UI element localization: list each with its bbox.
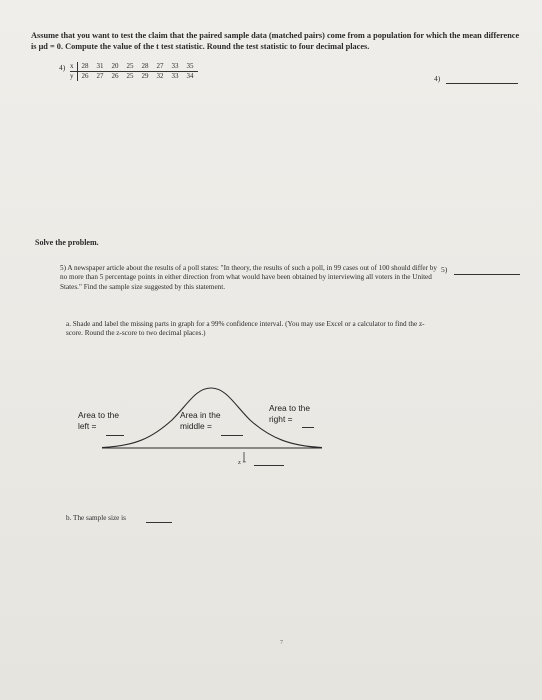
middle-area-blank[interactable] xyxy=(221,435,243,436)
y-label: y xyxy=(70,72,77,82)
middle-area-label xyxy=(180,410,221,432)
y-value-cell: 34 xyxy=(186,72,194,80)
left-area-blank[interactable] xyxy=(106,435,124,436)
y-value-cell: 26 xyxy=(111,72,119,80)
answer-4-label: 4) xyxy=(434,74,441,83)
x-value-cell: 20 xyxy=(108,62,123,72)
x-value-cell: 33 xyxy=(168,62,183,72)
sample-size-blank[interactable] xyxy=(146,522,172,523)
left-area-line1: Area to the xyxy=(78,410,119,420)
right-area-blank[interactable] xyxy=(302,427,314,428)
y-value-cell: 33 xyxy=(171,72,179,80)
middle-area-line1: Area in the xyxy=(180,410,221,420)
right-area-label xyxy=(269,403,310,425)
left-area-line2: left = xyxy=(78,421,97,431)
y-value-cell: 29 xyxy=(141,72,149,80)
z-label: z = xyxy=(238,459,247,466)
question-4-number: 4) xyxy=(59,63,66,72)
right-area-line1: Area to the xyxy=(269,403,310,413)
y-value-cell: 25 xyxy=(126,72,134,80)
x-value-cell: 31 xyxy=(93,62,108,72)
y-value-cell: 26 xyxy=(81,72,89,80)
middle-area-line2: middle = xyxy=(180,421,212,431)
x-label: x xyxy=(70,62,77,72)
right-area-line2: right = xyxy=(269,414,293,424)
question-4-prompt: Assume that you want to test the claim that the paired sample data (matched pairs) come from a population for which the mean difference is μd = 0. Compute the value of the t test statistic. Round the test statistic to four decimal places. xyxy=(31,31,520,51)
y-value-cell: 32 xyxy=(156,72,164,80)
x-value-cell: 25 xyxy=(123,62,138,72)
question-5-prompt: 5) A newspaper article about the results of a poll states: "In theory, the results of such a poll, in 99 cases out of 100 should differ by no more than 5 percentage points in either direction from what would have been obtained by interviewing all voters in the United States." Find the sample size suggested by this statement. xyxy=(60,264,437,291)
part-a-instructions: a. Shade and label the missing parts in graph for a 99% confidence interval. (You may use Excel or a calculator to find the z-score. Round the z-score to two decimal places.) xyxy=(66,320,425,338)
left-area-label xyxy=(78,410,119,432)
x-value-cell: 28 xyxy=(138,62,153,72)
x-value-cell: 27 xyxy=(153,62,168,72)
x-value-cell: 35 xyxy=(183,62,198,72)
y-value-cell: 27 xyxy=(96,72,104,80)
z-score-blank[interactable] xyxy=(254,465,284,466)
answer-5-label: 5) xyxy=(441,265,448,274)
page-number: 7 xyxy=(280,640,283,646)
part-b-label: b. The sample size is xyxy=(66,514,126,522)
section-heading: Solve the problem. xyxy=(35,238,99,247)
x-value-cell: 28 xyxy=(77,62,93,72)
